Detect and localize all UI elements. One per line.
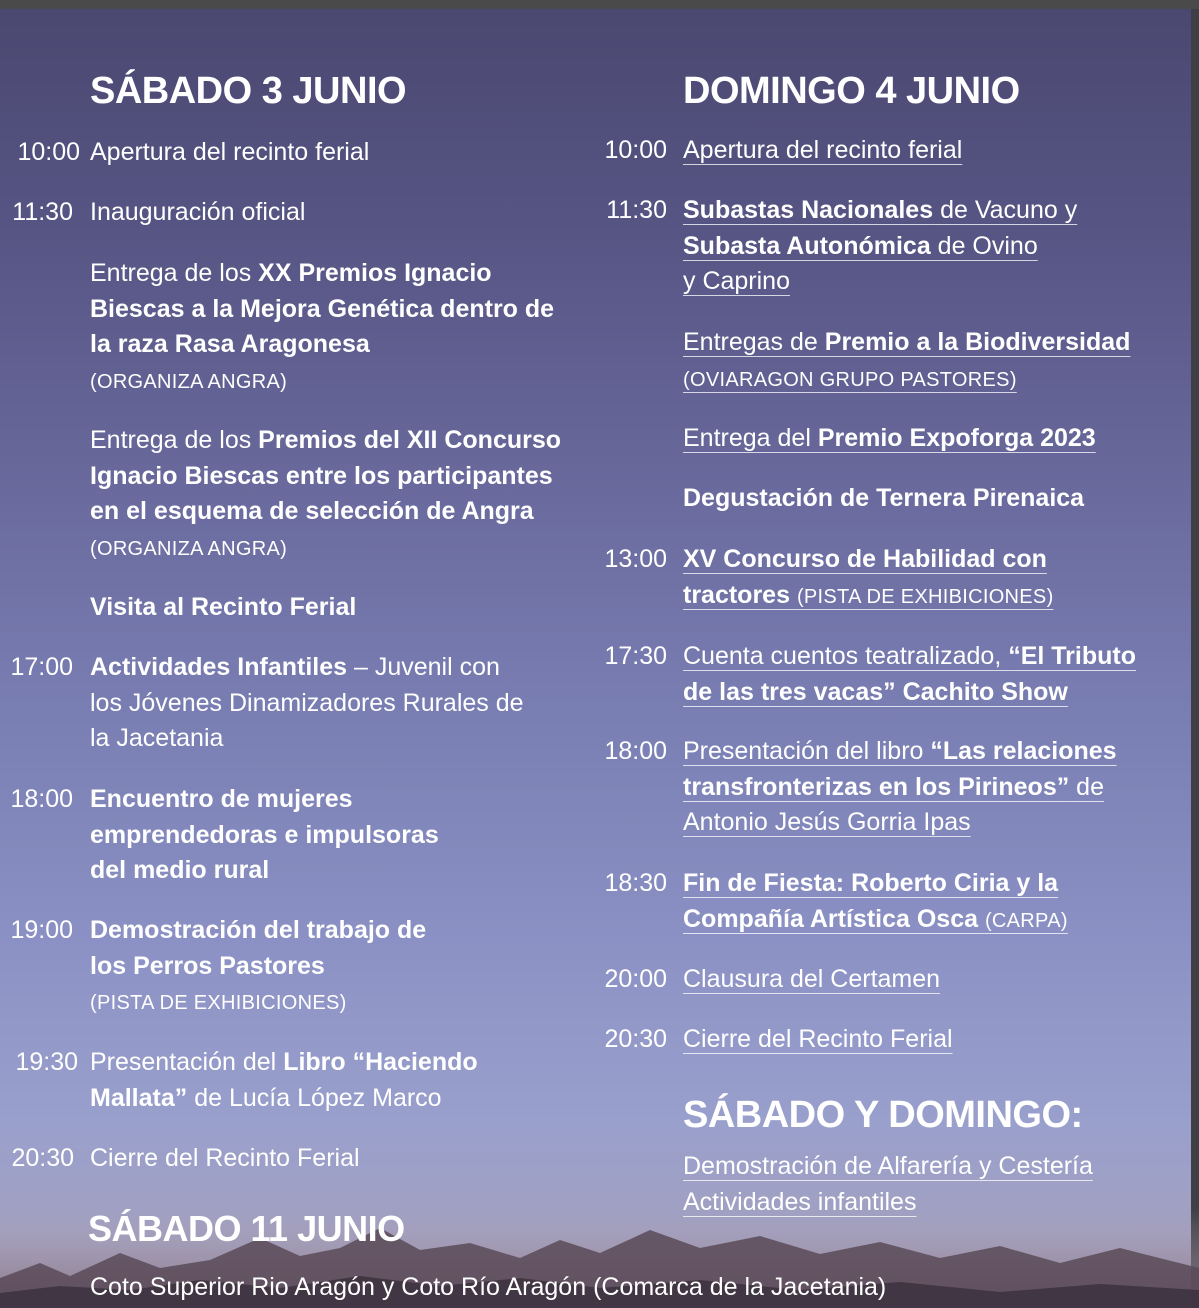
saturday-heading: SÁBADO 3 JUNIO [90, 70, 407, 112]
item-highlight: Premios del XII Concurso Ignacio Biescas entre los participantes en el esquema de selección de Angra [90, 426, 562, 525]
item-text: Presentación del [90, 1048, 284, 1076]
item-time: 18:00 [10, 785, 73, 813]
item-text: Presentación del libro [683, 737, 931, 765]
item-highlight: Subasta Autonómica [683, 231, 931, 260]
item-text: Entregas de [683, 328, 825, 356]
item-highlight: Premio a la Biodiversidad [824, 328, 1131, 356]
item-time: 20:00 [604, 965, 667, 993]
weekend-line: Demostración de Alfarería y Cestería [683, 1152, 1093, 1180]
item-text: Entrega del [683, 424, 818, 452]
item-note: (OVIARAGON GRUPO PASTORES) [683, 368, 1017, 391]
item-time: 18:30 [604, 869, 667, 897]
item-text: de Lucía López Marco [187, 1083, 442, 1112]
item-time: 20:30 [11, 1144, 74, 1172]
item-time: 11:30 [12, 198, 73, 226]
scrollbar[interactable] [1191, 9, 1199, 1308]
item-highlight: Subastas Nacionales [683, 196, 934, 224]
window-top-bar [0, 0, 1199, 9]
item-text: Inauguración oficial [90, 198, 306, 226]
item-time: 11:30 [606, 196, 667, 224]
item-highlight: Visita al Recinto Ferial [90, 593, 357, 621]
item-text: de Vacuno y [933, 196, 1078, 224]
item-time: 17:30 [604, 642, 667, 670]
schedule-item [683, 421, 1183, 457]
item-text: Cierre del Recinto Ferial [683, 1025, 953, 1053]
item-text: – Juvenil con los Jóvenes Dinamizadores Rurales de la Jacetania [90, 653, 524, 752]
item-highlight: Demostración del trabajo de los Perros Pastores [90, 916, 427, 980]
item-time: 10:00 [17, 138, 80, 166]
item-time: 19:30 [15, 1048, 78, 1076]
sunday-heading: DOMINGO 4 JUNIO [683, 70, 1020, 112]
item-time: 17:00 [10, 653, 73, 681]
item-note: (PISTA DE EXHIBICIONES) [796, 585, 1054, 608]
weekend-heading: SÁBADO Y DOMINGO: [683, 1094, 1083, 1136]
schedule-item [90, 423, 565, 567]
item-highlight: Premio Expoforga 2023 [817, 424, 1096, 452]
item-note: (CARPA) [984, 909, 1068, 932]
item-time: 19:00 [10, 916, 73, 944]
item-text: y Caprino [683, 267, 790, 295]
item-highlight: XX Premios Ignacio Biescas a la Mejora Genética dentro de la raza Rasa Aragonesa [90, 259, 555, 358]
saturday-11-text: Coto Superior Rio Aragón y Coto Río Aragón (Comarca de la Jacetania) [90, 1273, 887, 1301]
item-highlight: Fin de Fiesta: Roberto Ciria y la Compañía Artística Osca [683, 869, 1059, 933]
item-highlight: Actividades Infantiles [90, 653, 348, 681]
item-text: Cuenta cuentos teatralizado, [683, 642, 1009, 670]
item-text: Apertura del recinto ferial [90, 138, 370, 166]
item-time: 10:00 [604, 136, 667, 164]
item-note: (ORGANIZA ANGRA) [90, 537, 288, 560]
item-highlight: Encuentro de mujeres emprendedoras e impulsoras del medio rural [90, 785, 439, 884]
item-text: Entrega de los [90, 259, 259, 287]
item-text: Apertura del recinto ferial [683, 136, 963, 164]
item-highlight: “Las relaciones transfronterizas en los Pirineos” [683, 737, 1117, 801]
item-time: 20:30 [604, 1025, 667, 1053]
item-text: Clausura del Certamen [683, 965, 941, 993]
item-text: de Ovino [930, 231, 1038, 260]
item-highlight: “El Tributo de las tres vacas” Cachito Show [683, 642, 1136, 706]
item-time: 13:00 [604, 545, 667, 573]
item-text: Entrega de los [90, 426, 259, 454]
item-text: Cierre del Recinto Ferial [90, 1144, 360, 1172]
item-note: (PISTA DE EXHIBICIONES) [90, 992, 347, 1014]
item-note: (ORGANIZA ANGRA) [90, 370, 288, 393]
weekend-line: Actividades infantiles [683, 1188, 917, 1216]
schedule-item [683, 325, 1183, 398]
item-text: de Antonio Jesús Gorria Ipas [683, 772, 1104, 836]
item-highlight: Libro “Haciendo Mallata” [90, 1048, 478, 1112]
item-highlight: Degustación de Ternera Pirenaica [683, 484, 1085, 512]
item-highlight: XV Concurso de Habilidad con tractores [683, 545, 1047, 609]
saturday-11-heading: SÁBADO 11 JUNIO [88, 1208, 405, 1249]
item-time: 18:00 [604, 737, 667, 765]
schedule-item [90, 590, 560, 626]
schedule-item [683, 481, 1183, 517]
schedule-item [90, 256, 560, 400]
